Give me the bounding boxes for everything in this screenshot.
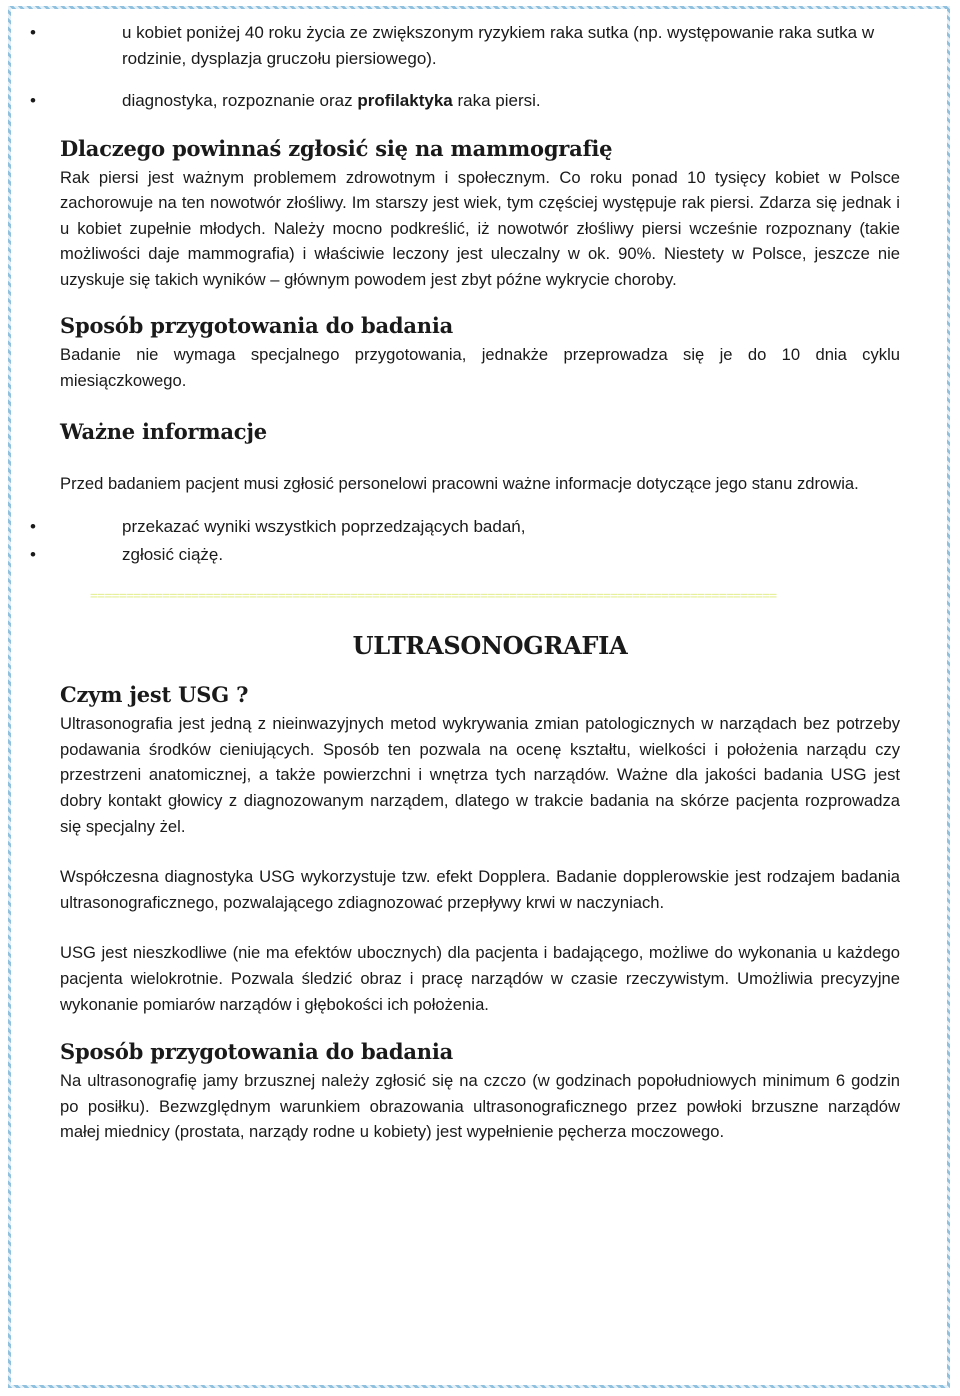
section-paragraph: Na ultrasonografię jamy brzusznej należy zgłosić się na czczo (w godzinach popołudniowych minimum 6 godzin po posiłku). Bezwzględnym warunkiem obrazowania ultrasonograficznego przez powłoki brzuszne narządów małej miednicy (prostata, narządy rodne u kobiety) jest wypełnienie pęcherza moczowego. — [60, 1071, 900, 1142]
list-item-text: raka piersi. — [452, 91, 541, 110]
list-item: • przekazać wyniki wszystkich poprzedzających badań, — [0, 514, 900, 540]
section-paragraph: Przed badaniem pacjent musi zgłosić personelowi pracowni ważne informacje dotyczące jego stanu zdrowia. — [60, 473, 859, 493]
section-paragraph: Rak piersi jest ważnym problemem zdrowotnym i społecznym. Co roku ponad 10 tysięcy kobiet w Polsce zachorowuje na ten nowotwór złośliwy. Im starszy jest wiek, tym częściej występuje rak piersi. Zdarza się jednak i u kobiet zupełnie młodych. Należy mocno podkreślić, iż nowotwór złośliwy piersi wcześnie rozpoznany (takie możliwości daje mammografia) i właściwie leczony jest uleczalny w ok. 90%. Niestety w Polsce, jeszcze nie uzyskuje się takich wyników – głównym powodem jest zbyt późne wykrycie choroby. — [60, 167, 900, 289]
section-paragraph: Współczesna diagnostyka USG wykorzystuje tzw. efekt Dopplera. Badanie dopplerowskie jest rodzajem badania ultrasonograficznego, pozwalającego zdiagnozować przepływy krwi w naczyniach. — [60, 867, 900, 912]
indications-list — [60, 20, 900, 114]
ultrasonography-title: ULTRASONOGRAFIA — [352, 631, 628, 661]
section-paragraph: Ultrasonografia jest jedną z nieinwazyjnych metod wykrywania zmian patologicznych w narządach bez potrzeby podawania środków cieniujących. Sposób ten pozwala na ocenę kształtu, wielkości i położenia narządu czy przestrzeni anatomicznej, a także powierzchni i wnętrza tych narządów. Ważne dla jakości badania USG jest dobry kontakt głowicy z diagnozowanym narządem, dlatego w trakcie badania na skórze pacjenta rozprowadza się specjalny żel. — [60, 714, 900, 836]
list-item-text: u kobiet poniżej 40 roku życia ze zwiększonym ryzykiem raka sutka (np. występowanie raka sutka w rodzinie, dysplazja gruczołu piersiowego). — [122, 23, 875, 68]
list-item — [0, 88, 900, 114]
info-list — [60, 514, 900, 567]
section-heading: Sposób przygotowania do badania — [60, 313, 454, 339]
section-heading: Czym jest USG ? — [60, 682, 249, 708]
list-item — [0, 20, 900, 71]
list-item-text: diagnostyka, rozpoznanie oraz — [122, 91, 358, 110]
separator-line: =============================================================================================== — [90, 589, 777, 605]
section-paragraph: Badanie nie wymaga specjalnego przygotowania, jednakże przeprowadza się je do 10 dnia cyklu miesiączkowego. — [60, 345, 900, 391]
document-body — [60, 20, 900, 1145]
list-item-bold-text: profilaktyka — [357, 91, 453, 110]
section-heading: Sposób przygotowania do badania — [60, 1039, 454, 1065]
section-heading: Ważne informacje — [60, 418, 267, 444]
section-paragraph: USG jest nieszkodliwe (nie ma efektów ubocznych) dla pacjenta i badającego, możliwe do wykonania u każdego pacjenta wielokrotnie. Pozwala śledzić obraz i pracę narządów w czasie rzeczywistym. Umożliwia precyzyjne wykonanie pomiarów narządów i głębokości ich położenia. — [60, 943, 900, 1014]
section-heading: Dlaczego powinnaś zgłosić się na mammografię — [60, 135, 613, 161]
list-item: • zgłosić ciążę. — [0, 542, 900, 568]
